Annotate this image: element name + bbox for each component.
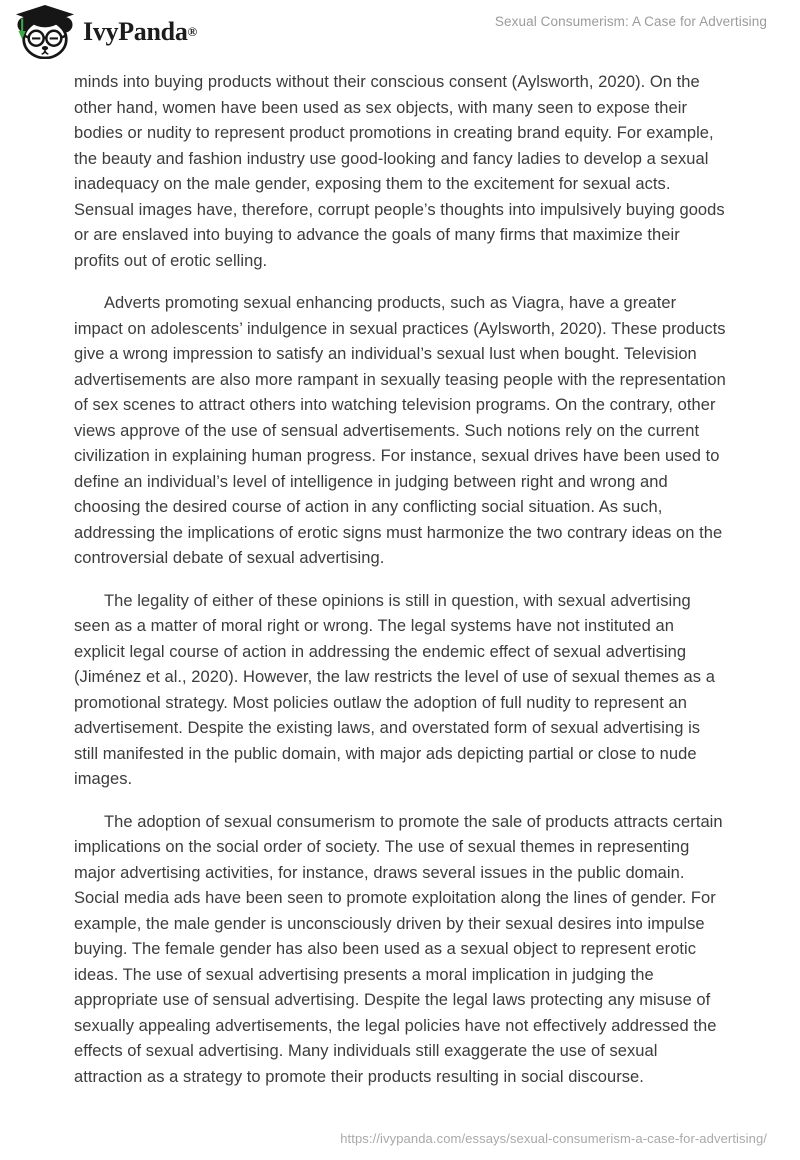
ivypanda-graduate-panda-icon [13, 5, 77, 59]
source-url-link[interactable]: https://ivypanda.com/essays/sexual-consumerism-a-case-for-advertising/ [340, 1131, 767, 1146]
page-header [0, 0, 800, 64]
essay-paragraph-1: minds into buying products without their conscious consent (Aylsworth, 2020). On the other hand, women have been used as sex objects, with many seen to expose their bodies or nudity to represent product promotions in creating brand equity. For example, the beauty and fashion industry use good-looking and fancy ladies to develop a sexual inadequacy on the male gender, exposing them to the excitement for sexual acts. Sensual images have, therefore, corrupt people’s thoughts into impulsively buying goods or are enslaved into buying to advance the goals of many firms that maximize their profits out of erotic selling. [74, 73, 725, 270]
essay-paragraph-3: The legality of either of these opinions is still in question, with sexual advertising seen as a matter of moral right or wrong. The legal systems have not instituted an explicit legal course of action in addressing the endemic effect of sexual advertising (Jiménez et al., 2020). However, the law restricts the level of use of sexual themes as a promotional strategy. Most policies outlaw the adoption of full nudity to represent an advertisement. Despite the existing laws, and overstated form of sexual advertising is still manifested in the public domain, with major ads depicting partial or close to nude images. [74, 591, 715, 788]
document-title: Sexual Consumerism: A Case for Advertising [494, 14, 767, 29]
essay-paragraph-4: The adoption of sexual consumerism to promote the sale of products attracts certain implications on the social order of society. The use of sexual themes in representing major advertising activities, for instance, draws several issues in the public domain. Social media ads have been seen to promote exploitation along the lines of gender. For example, the male gender is unconsciously driven by their sexual desires into impulse buying. The female gender has also been used as a sexual object to represent erotic ideas. The use of sexual advertising presents a moral implication in judging the appropriate use of sensual advertising. Despite the legal laws protecting any misuse of sexually appealing advertisements, the legal policies have not effectively addressed the effects of sexual advertising. Many individuals still exaggerate the use of sexual attraction as a strategy to promote their products resulting in social discourse. [74, 812, 723, 1086]
brand-wordmark: IvyPanda [83, 17, 188, 46]
brand-logo[interactable] [13, 5, 197, 59]
registered-trademark-symbol: ® [187, 24, 198, 39]
essay-body [74, 70, 727, 1107]
essay-paragraph-2: Adverts promoting sexual enhancing products, such as Viagra, have a greater impact on adolescents’ indulgence in sexual practices (Aylsworth, 2020). These products give a wrong impression to satisfy an individual’s sexual lust when bought. Television advertisements are also more rampant in sexually teasing people with the representation of sex scenes to attract others into watching television programs. On the contrary, other views approve of the use of sensual advertisements. Such notions rely on the current civilization in explaining human progress. For instance, sexual drives have been used to define an individual’s level of intelligence in judging between right and wrong and choosing the desired course of action in any conflicting social situation. As such, addressing the implications of erotic signs must harmonize the two contrary ideas on the controversial debate of sexual advertising. [74, 294, 726, 567]
